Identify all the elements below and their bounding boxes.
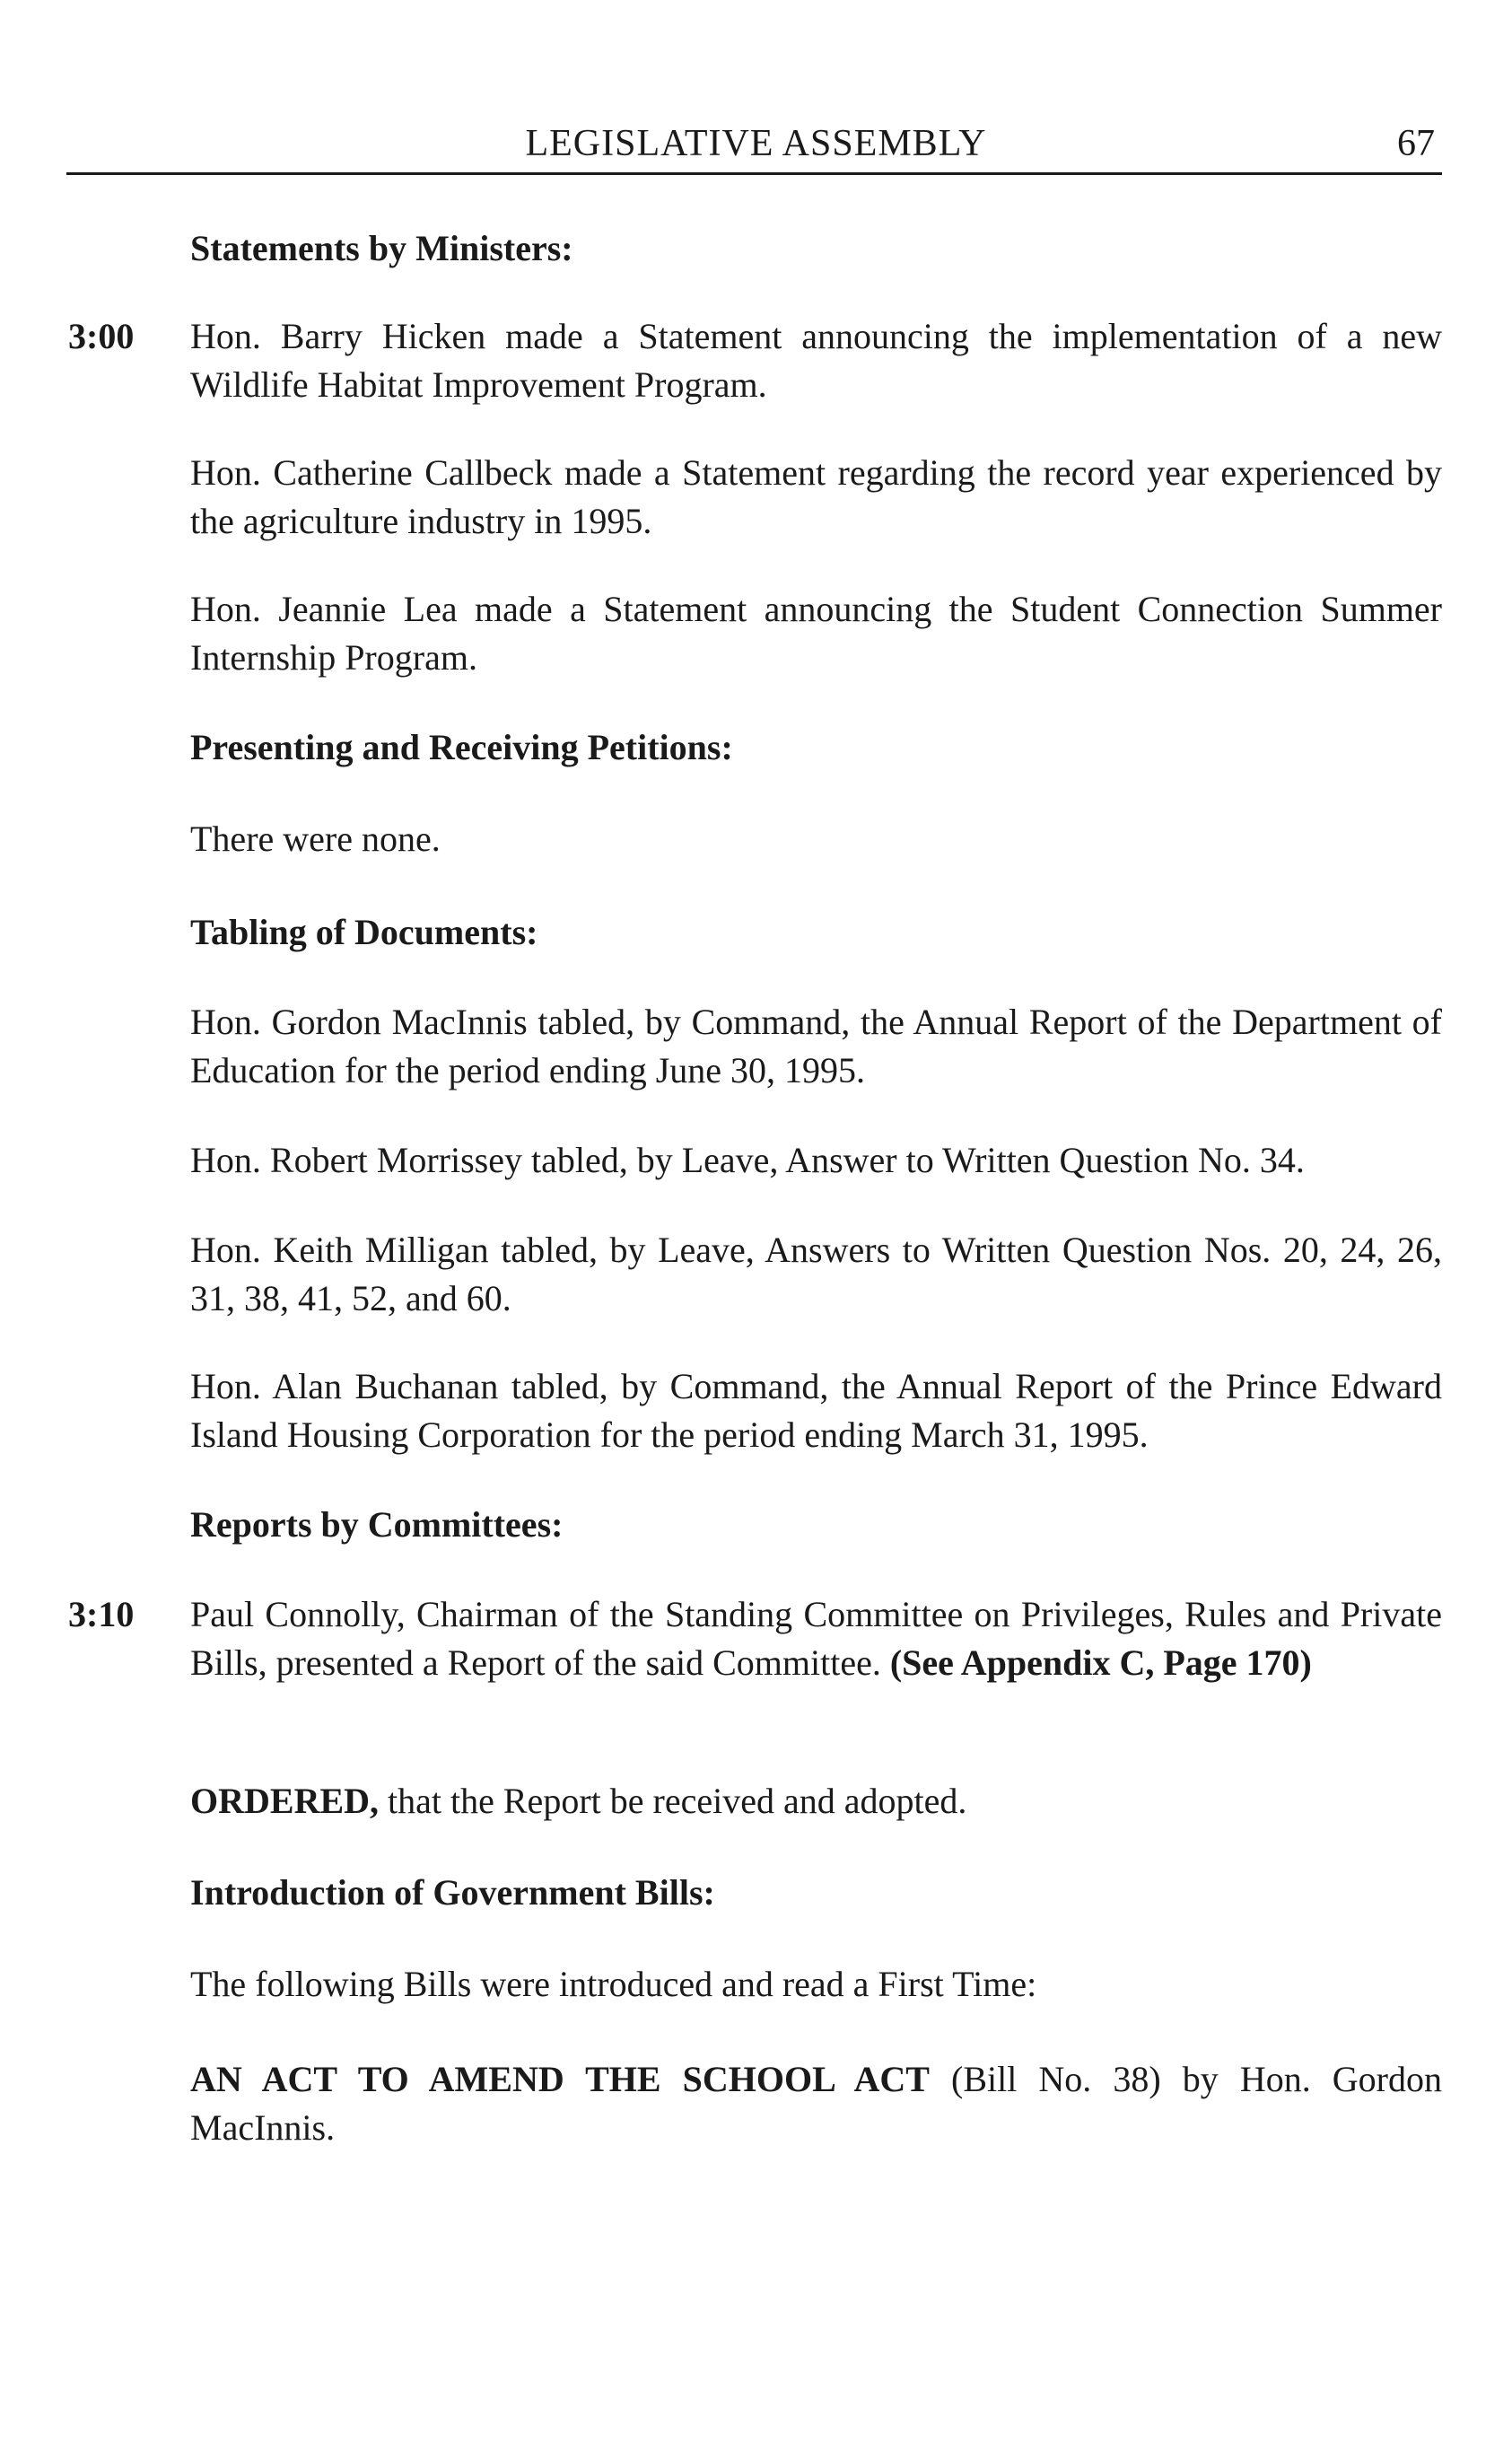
- time-marker: 3:00: [68, 316, 135, 356]
- section-heading-committees: Reports by Committees:: [190, 1504, 564, 1545]
- appendix-reference: (See Appendix C, Page 170): [889, 1642, 1312, 1683]
- running-header-title: LEGISLATIVE ASSEMBLY: [525, 123, 987, 164]
- tabling-paragraph: Hon. Keith Milligan tabled, by Leave, Answers to Written Question Nos. 20, 24, 26, 31, 38, 41, 52, and 60.: [190, 1230, 1442, 1318]
- ordered-text: that the Report be received and adopted.: [388, 1781, 967, 1821]
- section-heading-tabling: Tabling of Documents:: [190, 912, 538, 952]
- header-rule: [66, 172, 1442, 175]
- ordered-paragraph: [190, 1777, 1442, 1826]
- section-heading-petitions: Presenting and Receiving Petitions:: [190, 727, 733, 767]
- statement-paragraph: Hon. Barry Hicken made a Statement announcing the implementation of a new Wildlife Habitat Improvement Program.: [190, 316, 1442, 405]
- bills-intro-text: The following Bills were introduced and read a First Time:: [190, 1964, 1037, 2004]
- tabling-paragraph: Hon. Alan Buchanan tabled, by Command, the Annual Report of the Prince Edward Island Housing Corporation for the period ending March 31, 1995.: [190, 1366, 1442, 1455]
- section-heading-statements: Statements by Ministers:: [190, 228, 573, 268]
- statement-paragraph: Hon. Catherine Callbeck made a Statement regarding the record year experienced by the agriculture industry in 1995.: [190, 452, 1442, 541]
- section-heading-government-bills: Introduction of Government Bills:: [190, 1872, 715, 1913]
- time-marker: 3:10: [68, 1594, 135, 1634]
- ordered-label: ORDERED,: [190, 1781, 380, 1821]
- tabling-paragraph: Hon. Gordon MacInnis tabled, by Command, the Annual Report of the Department of Education for the period ending June 30, 1995.: [190, 1002, 1442, 1090]
- petitions-text: There were none.: [190, 819, 441, 859]
- bill-title: AN ACT TO AMEND THE SCHOOL ACT: [190, 2059, 930, 2099]
- tabling-paragraph: Hon. Robert Morrissey tabled, by Leave, Answer to Written Question No. 34.: [190, 1140, 1305, 1180]
- bill-entry: [190, 2055, 1442, 2152]
- committee-report-text: Paul Connolly, Chairman of the Standing Committee on Privileges, Rules and Private Bills, presented a Report of the said Committee.: [190, 1594, 1442, 1683]
- statement-paragraph: Hon. Jeannie Lea made a Statement announcing the Student Connection Summer Internship Program.: [190, 589, 1442, 678]
- bill-details: (Bill No. 38) by Hon. Gordon MacInnis.: [190, 2059, 1443, 2148]
- committee-report-paragraph: [190, 1590, 1442, 1687]
- page-number: 67: [1397, 123, 1435, 164]
